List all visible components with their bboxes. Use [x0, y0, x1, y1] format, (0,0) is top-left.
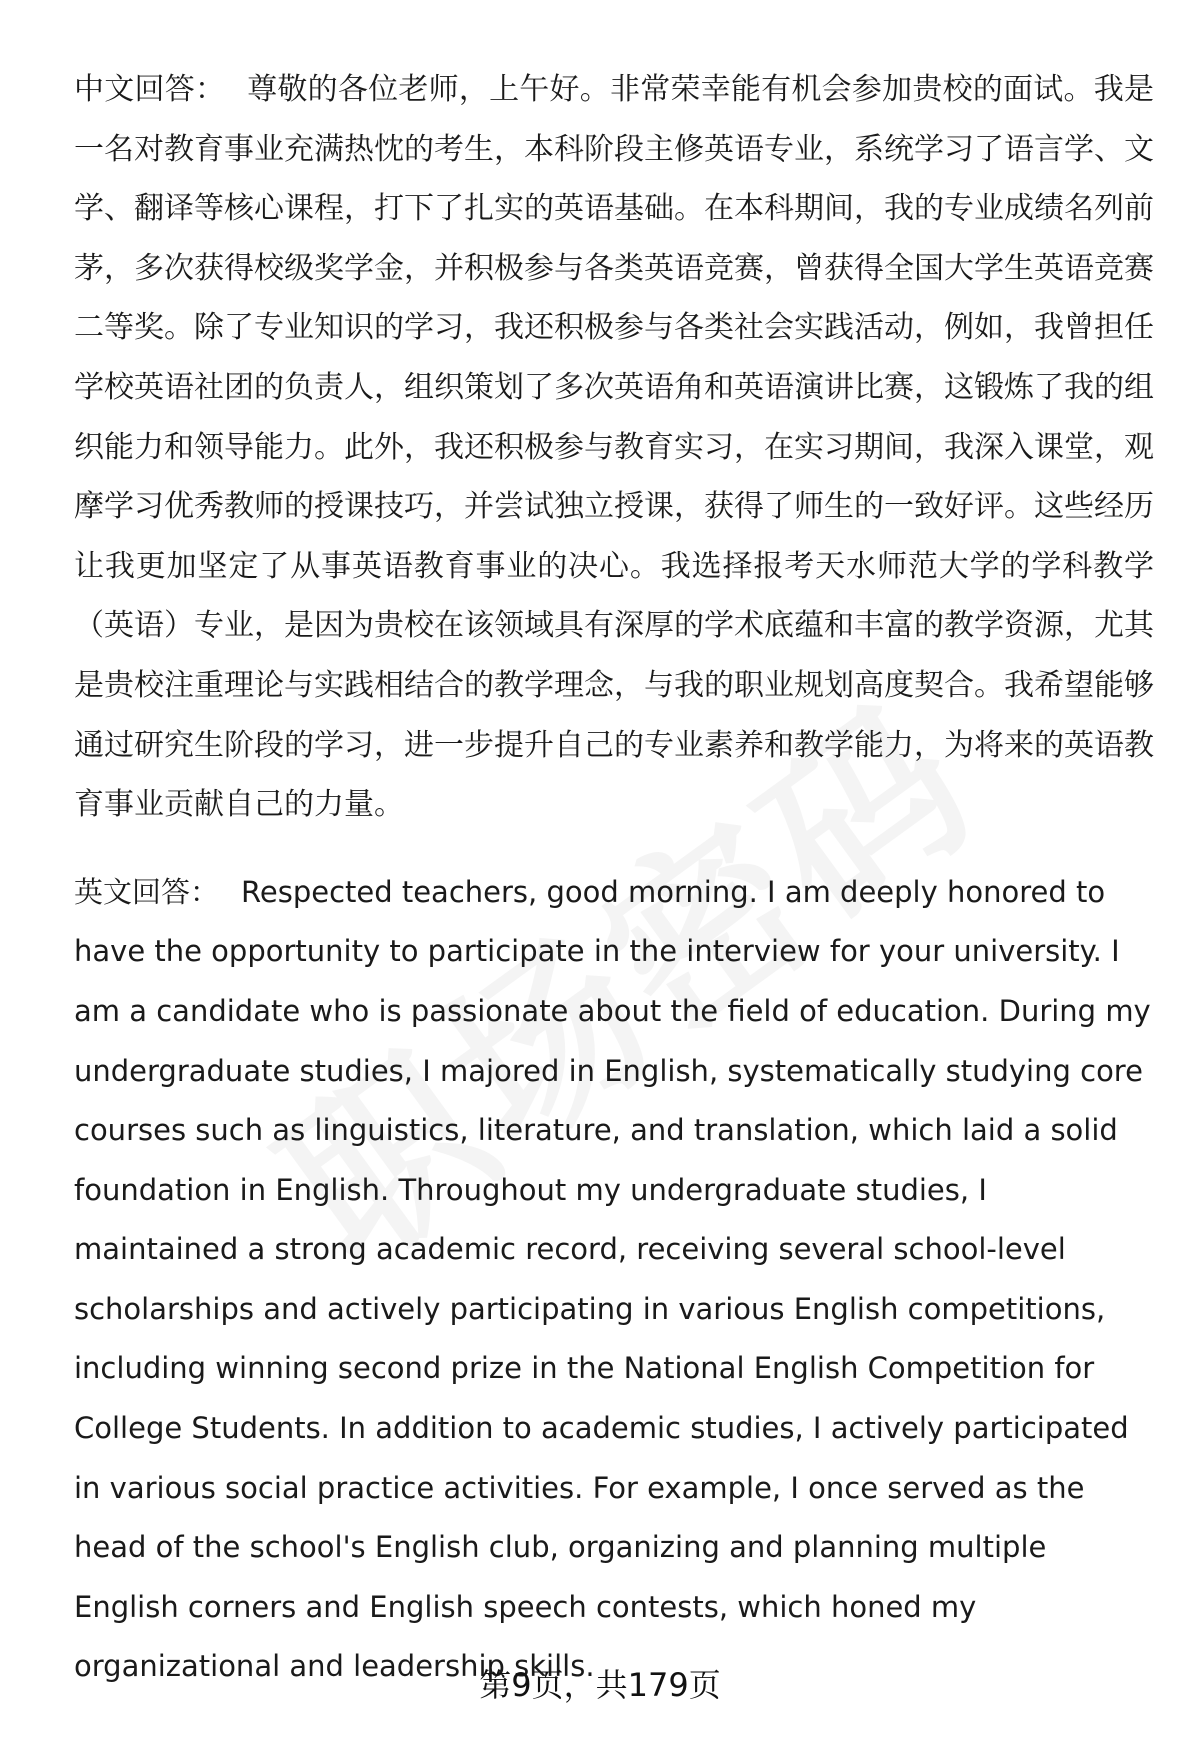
- english-answer-text: Respected teachers, good morning. I am deeply honored to have the opportunity to participate in the interview for your university. I am a candidate who is passionate about the field of education. During my undergraduate studies, I majored in English, systematically studying core courses such as linguistics, literature, and translation, which laid a solid foundation in English. Throughout my undergraduate studies, I maintained a strong academic record, receiving several school-level scholarships and actively participating in various English competitions, including winning second prize in the National English Competition for College Students. In addition to academic studies, I actively participated in various social practice activities. For example, I once served as the head of the school's English club, organizing and planning multiple English corners and English speech contests, which honed my organizational and leadership skills.: [74, 874, 1151, 1684]
- english-answer-label: 英文回答：: [74, 874, 220, 909]
- document-body: [74, 60, 1154, 1697]
- page-number: 第9页，共179页: [479, 1666, 721, 1704]
- chinese-answer-text: 尊敬的各位老师，上午好。非常荣幸能有机会参加贵校的面试。我是一名对教育事业充满热忱的考生，本科阶段主修英语专业，系统学习了语言学、文学、翻译等核心课程，打下了扎实的英语基础。在本科期间，我的专业成绩名列前茅，多次获得校级奖学金，并积极参与各类英语竞赛，曾获得全国大学生英语竞赛二等奖。除了专业知识的学习，我还积极参与各类社会实践活动，例如，我曾担任学校英语社团的负责人，组织策划了多次英语角和英语演讲比赛，这锻炼了我的组织能力和领导能力。此外，我还积极参与教育实习，在实习期间，我深入课堂，观摩学习优秀教师的授课技巧，并尝试独立授课，获得了师生的一致好评。这些经历让我更加坚定了从事英语教育事业的决心。我选择报考天水师范大学的学科教学（英语）专业，是因为贵校在该领域具有深厚的学术底蕴和丰富的教学资源，尤其是贵校注重理论与实践相结合的教学理念，与我的职业规划高度契合。我希望能够通过研究生阶段的学习，进一步提升自己的专业素养和教学能力，为将来的英语教育事业贡献自己的力量。: [74, 72, 1155, 823]
- english-answer-paragraph: [74, 863, 1154, 1697]
- chinese-answer-label: 中文回答：: [74, 72, 226, 107]
- chinese-answer-paragraph: [74, 60, 1154, 835]
